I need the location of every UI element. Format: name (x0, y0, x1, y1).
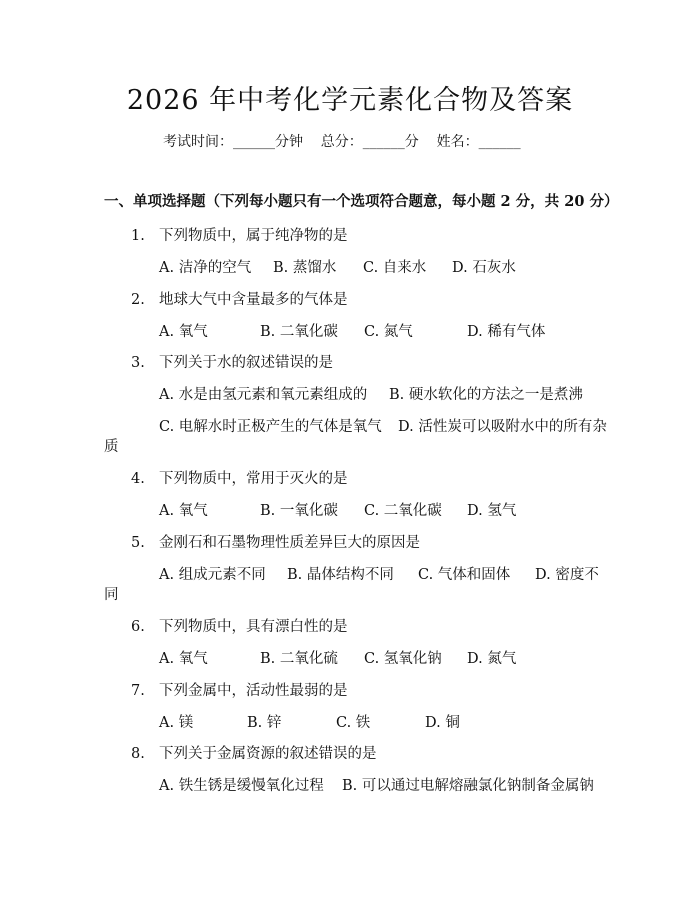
option-c: C. 氮气 (364, 324, 413, 340)
option-a: A. 氧气 (159, 324, 208, 340)
question-number: 6. (131, 619, 145, 635)
option-d: D. 活性炭可以吸附水中的所有杂 (398, 419, 607, 435)
option-d: D. 氮气 (467, 651, 517, 667)
option-b: B. 二氧化碳 (260, 324, 338, 340)
option-a: A. 洁净的空气 (159, 260, 252, 276)
question-text: 金刚石和石墨物理性质差异巨大的原因是 (159, 535, 420, 551)
question-number: 7. (131, 683, 145, 699)
option-c: C. 二氧化碳 (364, 503, 442, 519)
option-a: A. 组成元素不同 (159, 567, 266, 583)
option-b: B. 二氧化硫 (260, 651, 338, 667)
option-b: B. 一氧化碳 (260, 503, 338, 519)
question-stem (131, 224, 348, 245)
question-number: 8. (131, 746, 145, 762)
question-number: 2. (131, 292, 145, 308)
question-stem (131, 742, 377, 763)
question-stem (131, 288, 348, 309)
question-text: 下列物质中，属于纯净物的是 (159, 228, 348, 244)
option-a: A. 氧气 (159, 651, 208, 667)
option-d: D. 稀有气体 (467, 324, 546, 340)
option-b: B. 硬水软化的方法之一是煮沸 (389, 387, 583, 403)
option-d: D. 氢气 (467, 503, 517, 519)
option-a: A. 铁生锈是缓慢氧化过程 (159, 778, 324, 794)
option-a: A. 氧气 (159, 503, 208, 519)
question-text: 下列物质中，具有漂白性的是 (159, 619, 348, 635)
option-a: A. 镁 (159, 715, 194, 731)
question-stem (131, 531, 420, 552)
question-stem (131, 351, 333, 372)
option-b: B. 可以通过电解熔融氯化钠制备金属钠 (342, 778, 594, 794)
question-stem (131, 615, 348, 636)
question-number: 4. (131, 471, 145, 487)
question-text: 地球大气中含量最多的气体是 (159, 292, 348, 308)
option-continuation: 质 (104, 439, 119, 455)
question-stem (131, 679, 348, 700)
section-heading: 一、单项选择题（下列每小题只有一个选项符合题意，每小题 2 分，共 20 分） (104, 193, 619, 210)
question-text: 下列关于水的叙述错误的是 (159, 355, 333, 371)
option-c: C. 自来水 (363, 260, 427, 276)
option-a: A. 水是由氢元素和氧元素组成的 (159, 387, 368, 403)
question-text: 下列物质中，常用于灭火的是 (159, 471, 348, 487)
option-d: D. 石灰水 (452, 260, 516, 276)
option-d: D. 密度不 (535, 567, 599, 583)
option-d: D. 铜 (425, 715, 460, 731)
question-stem (131, 467, 348, 488)
option-b: B. 晶体结构不同 (287, 567, 394, 583)
question-number: 3. (131, 355, 145, 371)
option-b: B. 锌 (247, 715, 282, 731)
option-c: C. 氢氧化钠 (364, 651, 442, 667)
question-text: 下列关于金属资源的叙述错误的是 (159, 746, 377, 762)
page-title: 2026 年中考化学元素化合物及答案 (126, 85, 574, 116)
question-text: 下列金属中，活动性最弱的是 (159, 683, 348, 699)
question-number: 5. (131, 535, 145, 551)
option-c: C. 气体和固体 (418, 567, 511, 583)
option-c: C. 电解水时正极产生的气体是氧气 (159, 419, 382, 435)
option-continuation: 同 (104, 587, 119, 603)
option-b: B. 蒸馏水 (273, 260, 337, 276)
question-number: 1. (131, 228, 145, 244)
exam-meta-line: 考试时间：______分钟 总分：______分 姓名：______ (163, 134, 521, 150)
option-c: C. 铁 (336, 715, 371, 731)
